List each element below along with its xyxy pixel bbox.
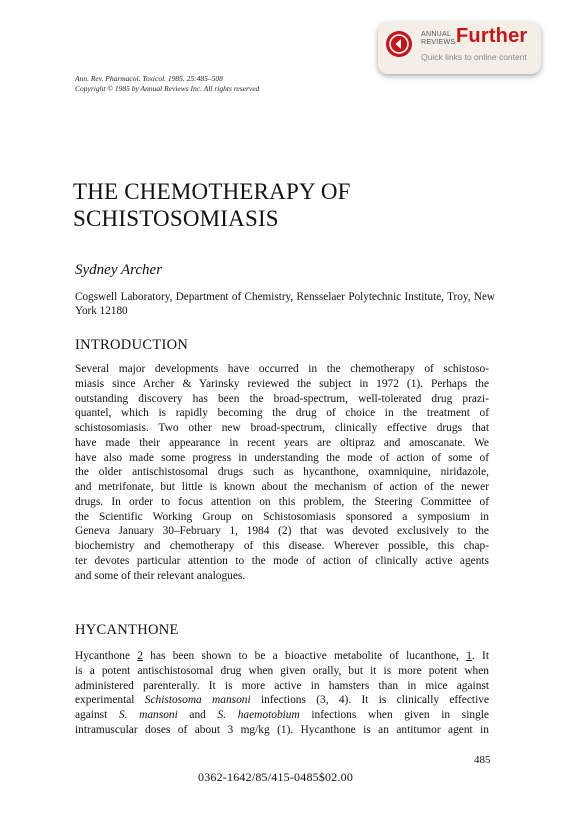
further-label: Further <box>456 25 528 47</box>
text-run: and <box>177 709 218 721</box>
text-run: Hycanthone <box>75 650 138 662</box>
text-line: intramuscular doses of about 3 mg/kg (1). Hycanthone is an antitumor agent in <box>75 723 489 736</box>
text-run: infections when given in single <box>299 709 489 721</box>
text-line: and some of their relevant analogues. <box>75 569 246 582</box>
introduction-paragraph <box>75 362 489 583</box>
text-line: miasis since Archer & Yarinsky reviewed the subject in 1972 (1). Perhaps the <box>75 377 489 390</box>
text-run: has been shown to be a bioactive metabolite of lucanthone, <box>143 650 467 662</box>
section-heading-hycanthone: HYCANTHONE <box>75 622 179 638</box>
text-line: and metrifonate, but little is known about the mechanism of action of the newer <box>75 481 489 493</box>
text-line: outstanding discovery has been the broad-spectrum, well-tolerated drug prazi- <box>75 392 489 405</box>
text-run: against <box>75 709 119 721</box>
text-line: is a potent antischistosomal drug when given orally, but it is more potent when <box>75 664 489 677</box>
text-line: the Scientific Working Group on Schistosomiasis sponsored a symposium in <box>75 510 489 523</box>
text-line: have made their appearance in recent years are oltipraz and amoscanate. We <box>75 436 489 449</box>
text-line: quantel, which is rapidly becoming the drug of choice in the treatment of <box>75 407 489 420</box>
text-line: Several major developments have occurred in the chemotherapy of schistoso- <box>75 363 489 375</box>
text-line: administered parenterally. It is more active in hamsters than in mice against <box>75 679 489 692</box>
text-line: ter devotes particular attention to the mode of action of clinically active agents <box>75 554 489 567</box>
text-run: infections (3, 4). It is clinically effective <box>250 694 490 707</box>
annual-reviews-label: ANNUAL REVIEWS <box>421 31 456 46</box>
species-name: S. haemotobium <box>217 709 300 721</box>
text-line <box>75 649 489 664</box>
price-code: 0362-1642/85/415-0485$02.00 <box>198 770 354 784</box>
title-line: THE CHEMOTHERAPY OF <box>73 179 351 204</box>
further-badge[interactable] <box>378 22 541 74</box>
further-subtitle: Quick links to online content <box>421 52 527 62</box>
hycanthone-paragraph <box>75 649 489 738</box>
text-line: schistosomiasis. Two other new broad-spectrum, clinically effective drugs that <box>75 422 489 434</box>
text-line: biochemistry and chemotherapy of this disease. Wherever possible, this chap- <box>75 540 489 552</box>
species-name: S. mansoni <box>118 709 178 721</box>
title-line: SCHISTOSOMIASIS <box>73 206 279 231</box>
text-line <box>75 693 489 708</box>
author-name: Sydney Archer <box>75 262 163 278</box>
citation-line: Ann. Rev. Pharmacol. Toxicol. 1985. 25:485–508 <box>75 74 223 83</box>
compound-number-link[interactable]: 2 <box>137 650 144 662</box>
section-heading-introduction: INTRODUCTION <box>75 337 189 353</box>
species-name: Schistosoma mansoni <box>144 694 251 707</box>
text-run: . It <box>471 650 489 662</box>
text-line: drugs. In order to focus attention on this problem, the Steering Committee of <box>75 495 489 508</box>
copyright-line: Copyright © 1985 by Annual Reviews Inc. All rights reserved <box>75 84 260 93</box>
article-title <box>73 178 351 232</box>
text-line: have also made some progress in understanding the mode of action of some of <box>75 451 489 464</box>
compound-number-link[interactable]: 1 <box>466 650 472 662</box>
text-run: experimental <box>75 694 145 707</box>
text-line: Geneva January 30–February 1, 1984 (2) that was devoted exclusively to the <box>75 525 489 538</box>
text-line <box>75 708 489 723</box>
author-affiliation: Cogswell Laboratory, Department of Chemistry, Rensselaer Polytechnic Institute, Troy, New York 12180 <box>75 291 495 317</box>
play-arrow-icon <box>386 31 412 57</box>
citation-block <box>75 74 259 94</box>
page-number: 485 <box>474 754 491 766</box>
text-line: the older antischistosomal drugs such as hycanthone, oxamniquine, niridazole, <box>75 466 489 479</box>
